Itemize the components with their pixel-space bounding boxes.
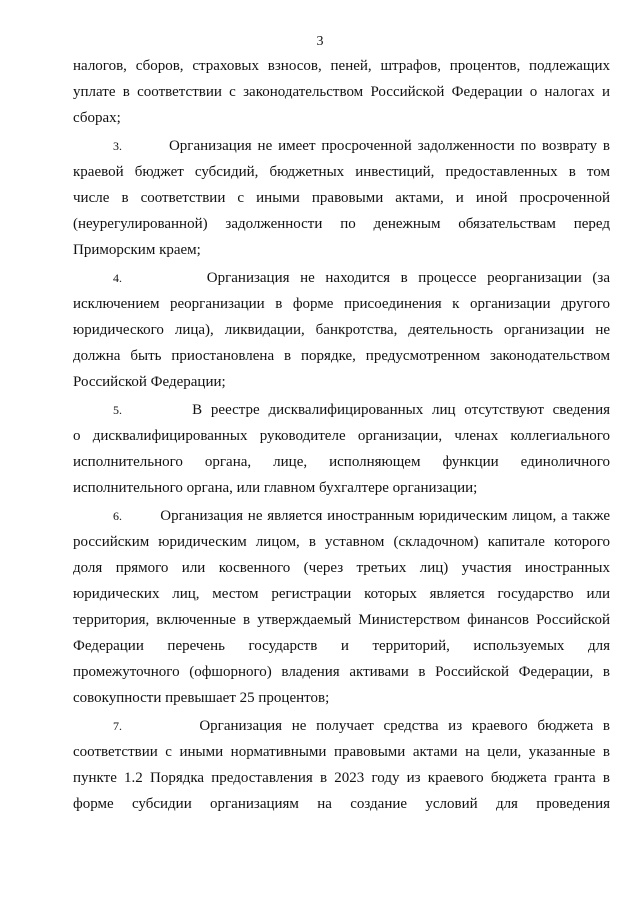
- paragraph-item-5: [73, 397, 610, 501]
- text-line: должна быть приостановлена в порядке, предусмотренном законодательством: [73, 348, 610, 364]
- item-number: 3.: [113, 139, 122, 153]
- text-line: совокупности превышает 25 процентов;: [73, 690, 330, 706]
- item-number: 6.: [113, 509, 122, 523]
- paragraph-item-6: [73, 503, 610, 711]
- text-line-first: [73, 397, 610, 423]
- text-line: исключением реорганизации в форме присоединения к организации другого: [73, 296, 610, 312]
- text-line: исполнительного органа, или главном бухгалтере организации;: [73, 480, 478, 496]
- text-line-first: [73, 503, 610, 529]
- item-number: 5.: [113, 403, 122, 417]
- text-line: российским юридическим лицом, в уставном (складочном) капитале которого: [73, 534, 610, 550]
- text-line: Организация не находится в процессе реорганизации (за: [206, 270, 610, 286]
- text-line-first: [73, 713, 610, 739]
- text-line: промежуточного (офшорного) владения активами в Российской Федерации, в: [73, 664, 610, 680]
- text-line: налогов, сборов, страховых взносов, пеней, штрафов, процентов, подлежащих: [73, 58, 610, 74]
- text-line: краевой бюджет субсидий, бюджетных инвестиций, предоставленных в том: [73, 164, 610, 180]
- text-line: Организация не получает средства из краевого бюджета в: [199, 718, 610, 734]
- text-line-first: [73, 265, 610, 291]
- text-line: числе в соответствии с иными правовыми актами, и иной просроченной: [73, 190, 610, 206]
- text-line: (неурегулированной) задолженности по денежным обязательствам перед: [73, 216, 610, 232]
- text-line-first: [73, 133, 610, 159]
- text-line: доля прямого или косвенного (через третьих лиц) участия иностранных: [73, 560, 610, 576]
- paragraph-continuation: [73, 53, 610, 131]
- text-line: Российской Федерации;: [73, 374, 226, 390]
- paragraph-item-3: [73, 133, 610, 263]
- text-line: Организация не имеет просроченной задолженности по возврату в: [168, 138, 610, 154]
- text-line: соответствии с иными нормативными правовыми актами на цели, указанные в: [73, 744, 610, 760]
- document-body: [73, 53, 610, 817]
- text-line: Приморским краем;: [73, 242, 201, 258]
- text-line: юридических лиц, местом регистрации которых является государство или: [73, 586, 610, 602]
- page-number: 3: [316, 34, 324, 49]
- text-line: Организация не является иностранным юридическим лицом, а также: [160, 508, 610, 524]
- paragraph-item-7: [73, 713, 610, 817]
- item-number: 4.: [113, 271, 122, 285]
- text-line: уплате в соответствии с законодательством Российской Федерации о налогах и: [73, 84, 610, 100]
- text-line: В реестре дисквалифицированных лиц отсутствуют сведения: [192, 402, 610, 418]
- text-line: Федерации перечень государств и территорий, используемых для: [73, 638, 610, 654]
- text-line: исполнительного органа, лице, исполняющем функции единоличного: [73, 454, 610, 470]
- text-line: юридического лица), ликвидации, банкротства, деятельность организации не: [73, 322, 610, 338]
- text-line: о дисквалифицированных руководителе организации, членах коллегиального: [73, 428, 610, 444]
- paragraph-item-4: [73, 265, 610, 395]
- text-line: территория, включенные в утверждаемый Министерством финансов Российской: [73, 612, 610, 628]
- text-line: форме субсидии организациям на создание условий для проведения: [73, 796, 610, 812]
- text-line: сборах;: [73, 110, 121, 126]
- text-line: пункте 1.2 Порядка предоставления в 2023 году из краевого бюджета гранта в: [73, 770, 610, 786]
- item-number: 7.: [113, 719, 122, 733]
